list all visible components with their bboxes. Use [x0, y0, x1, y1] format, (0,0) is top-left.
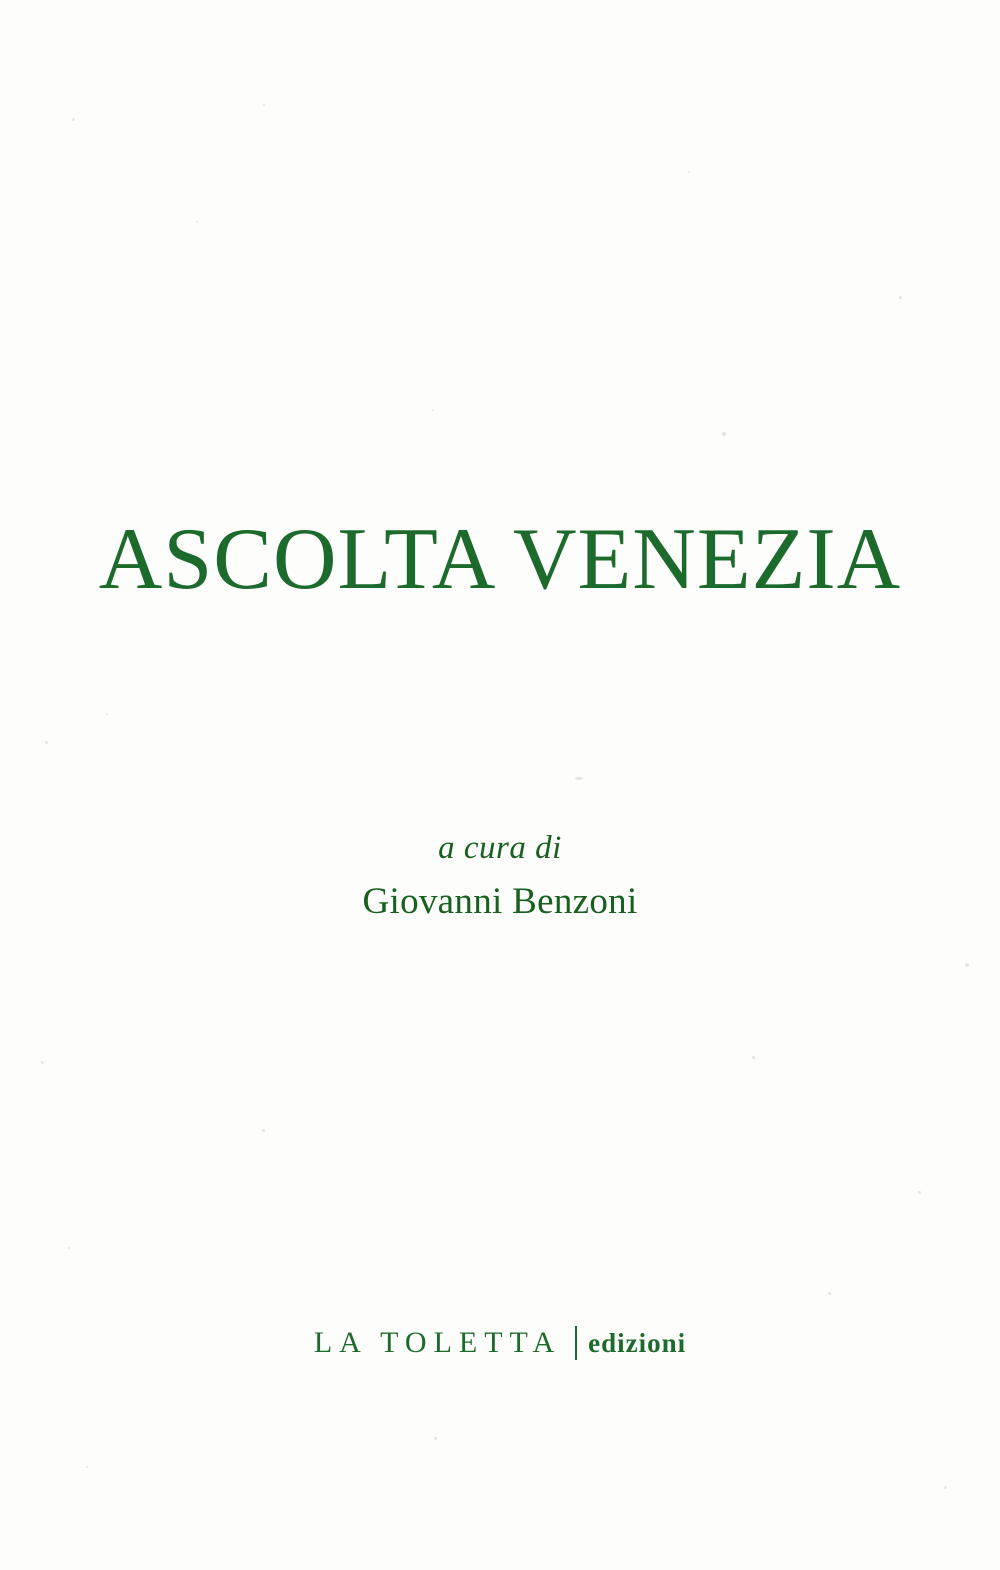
- paper-speckle: [45, 741, 48, 744]
- publisher-name: LA TOLETTA: [313, 1326, 562, 1359]
- paper-speckle: [106, 713, 108, 715]
- publisher-suffix: edizioni: [588, 1327, 687, 1358]
- paper-speckle: [434, 1437, 437, 1440]
- page-title: ASCOLTA VENEZIA: [98, 510, 902, 608]
- paper-speckle: [72, 118, 75, 121]
- paper-speckle: [68, 1247, 70, 1249]
- paper-speckle: [752, 1056, 755, 1059]
- paper-speckle: [263, 104, 265, 106]
- paper-speckle: [86, 1466, 88, 1468]
- paper-speckle: [828, 1292, 831, 1295]
- paper-speckle: [965, 963, 969, 967]
- editor-prefix-label: a cura di: [438, 830, 562, 866]
- paper-speckle: [575, 777, 583, 780]
- paper-speckle: [41, 1061, 44, 1064]
- paper-speckle: [688, 171, 690, 173]
- paper-speckle: [432, 409, 434, 411]
- editor-name: Giovanni Benzoni: [362, 880, 638, 922]
- publisher-divider: [575, 1326, 577, 1360]
- paper-speckle: [722, 432, 726, 436]
- paper-speckle: [918, 1191, 921, 1194]
- paper-speckle: [262, 1129, 265, 1132]
- paper-speckle: [899, 296, 902, 299]
- paper-speckle: [196, 221, 198, 223]
- paper-speckle: [944, 1486, 947, 1489]
- publisher-logo: [0, 1326, 1000, 1360]
- editor-credit: [0, 826, 1000, 926]
